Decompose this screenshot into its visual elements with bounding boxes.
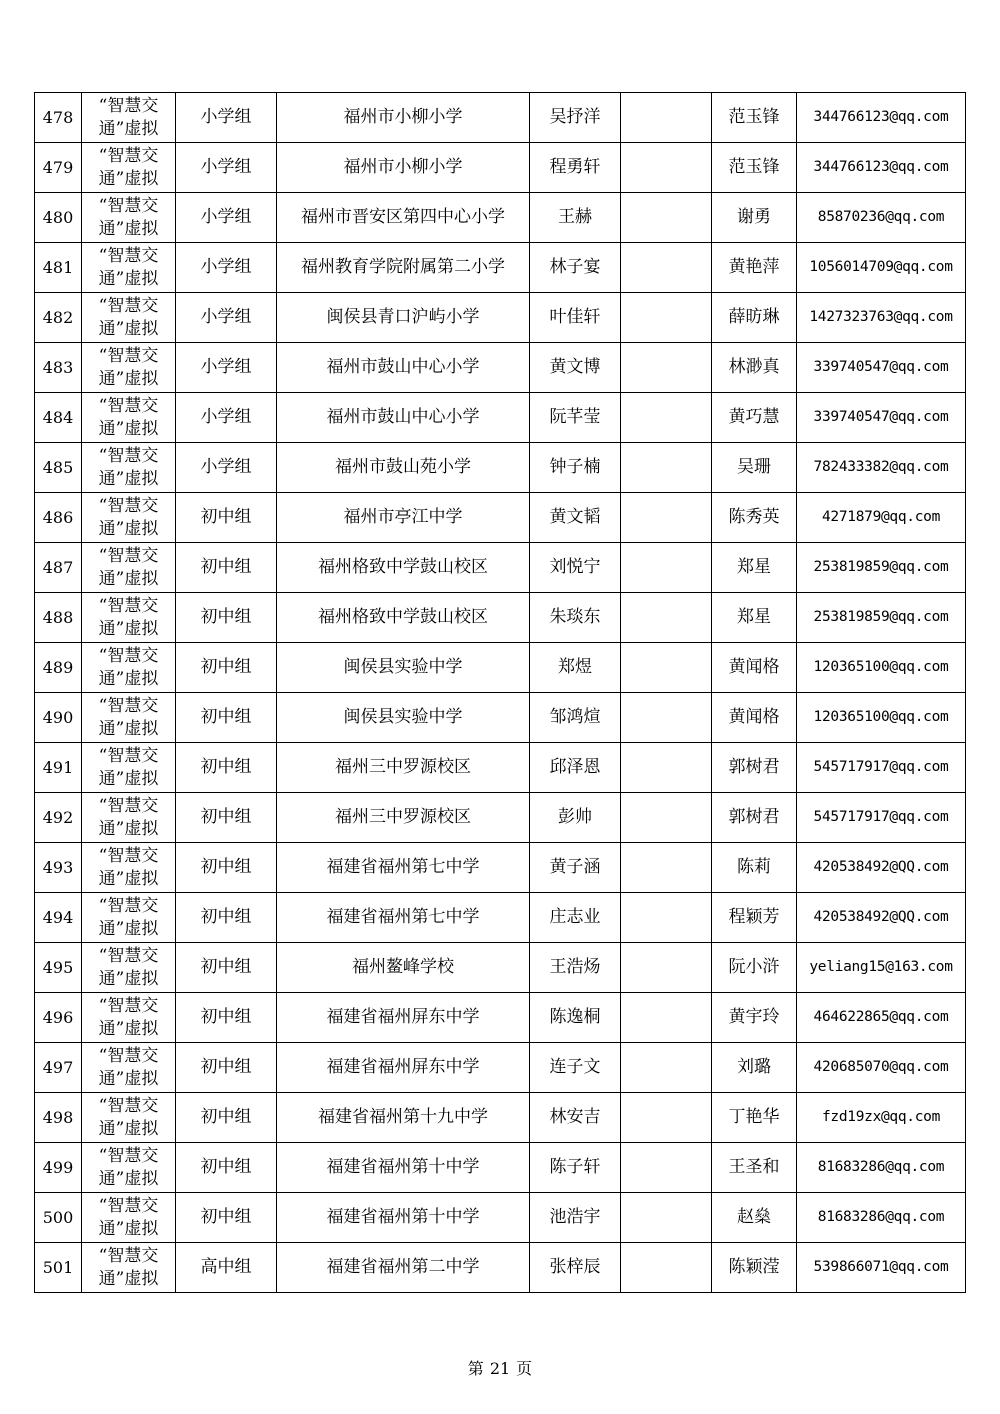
group-cell: 初中组 [176,793,277,843]
group-cell: 小学组 [176,243,277,293]
table-row [35,1093,966,1143]
teacher-cell: 黄艳萍 [712,243,797,293]
student-cell: 王赫 [530,193,621,243]
teacher-cell: 程颖芳 [712,893,797,943]
row-number-cell: 487 [35,543,82,593]
student-cell: 张梓辰 [530,1243,621,1293]
school-cell: 福州市晋安区第四中心小学 [277,193,530,243]
email-cell: 4271879@qq.com [797,493,966,543]
table-row [35,93,966,143]
email-cell: 253819859@qq.com [797,593,966,643]
table-row [35,543,966,593]
table-row [35,143,966,193]
blank-cell [621,393,712,443]
blank-cell [621,1043,712,1093]
event-cell: “智慧交通”虚拟 [82,193,176,243]
teacher-cell: 王圣和 [712,1143,797,1193]
event-cell: “智慧交通”虚拟 [82,693,176,743]
event-cell: “智慧交通”虚拟 [82,93,176,143]
teacher-cell: 薛昉琳 [712,293,797,343]
email-cell: yeliang15@163.com [797,943,966,993]
table-row [35,193,966,243]
event-cell: “智慧交通”虚拟 [82,443,176,493]
group-cell: 小学组 [176,193,277,243]
email-cell: 339740547@qq.com [797,343,966,393]
school-cell: 福建省福州第七中学 [277,843,530,893]
email-cell: 344766123@qq.com [797,143,966,193]
student-cell: 朱琰东 [530,593,621,643]
roster-table [34,92,966,1293]
event-cell: “智慧交通”虚拟 [82,843,176,893]
teacher-cell: 黄巧慧 [712,393,797,443]
table-row [35,1143,966,1193]
row-number-cell: 498 [35,1093,82,1143]
group-cell: 小学组 [176,443,277,493]
group-cell: 高中组 [176,1243,277,1293]
group-cell: 初中组 [176,693,277,743]
school-cell: 福州市鼓山苑小学 [277,443,530,493]
student-cell: 邹鸿煊 [530,693,621,743]
email-cell: 539866071@qq.com [797,1243,966,1293]
school-cell: 福建省福州第七中学 [277,893,530,943]
row-number-cell: 499 [35,1143,82,1193]
email-cell: 339740547@qq.com [797,393,966,443]
event-cell: “智慧交通”虚拟 [82,343,176,393]
student-cell: 林子宴 [530,243,621,293]
table-row [35,243,966,293]
row-number-cell: 500 [35,1193,82,1243]
blank-cell [621,943,712,993]
teacher-cell: 吴珊 [712,443,797,493]
school-cell: 福州市鼓山中心小学 [277,393,530,443]
table-row [35,743,966,793]
email-cell: 1427323763@qq.com [797,293,966,343]
group-cell: 初中组 [176,493,277,543]
event-cell: “智慧交通”虚拟 [82,743,176,793]
row-number-cell: 492 [35,793,82,843]
teacher-cell: 陈莉 [712,843,797,893]
group-cell: 初中组 [176,893,277,943]
blank-cell [621,1243,712,1293]
event-cell: “智慧交通”虚拟 [82,1193,176,1243]
table-row [35,943,966,993]
event-cell: “智慧交通”虚拟 [82,893,176,943]
school-cell: 福州教育学院附属第二小学 [277,243,530,293]
student-cell: 邱泽恩 [530,743,621,793]
school-cell: 福建省福州屏东中学 [277,993,530,1043]
blank-cell [621,93,712,143]
group-cell: 初中组 [176,743,277,793]
student-cell: 池浩宇 [530,1193,621,1243]
teacher-cell: 郑星 [712,593,797,643]
teacher-cell: 刘璐 [712,1043,797,1093]
student-cell: 程勇轩 [530,143,621,193]
teacher-cell: 范玉锋 [712,93,797,143]
student-cell: 彭帅 [530,793,621,843]
email-cell: 120365100@qq.com [797,693,966,743]
school-cell: 福建省福州第十中学 [277,1193,530,1243]
row-number-cell: 483 [35,343,82,393]
email-cell: 85870236@qq.com [797,193,966,243]
school-cell: 福州市小柳小学 [277,93,530,143]
event-cell: “智慧交通”虚拟 [82,493,176,543]
event-cell: “智慧交通”虚拟 [82,143,176,193]
blank-cell [621,493,712,543]
blank-cell [621,143,712,193]
school-cell: 闽侯县实验中学 [277,693,530,743]
row-number-cell: 497 [35,1043,82,1093]
email-cell: 420538492@QQ.com [797,843,966,893]
group-cell: 初中组 [176,543,277,593]
student-cell: 陈逸桐 [530,993,621,1043]
row-number-cell: 479 [35,143,82,193]
school-cell: 福州市亭江中学 [277,493,530,543]
table-row [35,1043,966,1093]
teacher-cell: 黄闻格 [712,643,797,693]
table-row [35,493,966,543]
school-cell: 福建省福州第十中学 [277,1143,530,1193]
student-cell: 林安吉 [530,1093,621,1143]
email-cell: 81683286@qq.com [797,1143,966,1193]
school-cell: 福建省福州第二中学 [277,1243,530,1293]
student-cell: 叶佳轩 [530,293,621,343]
email-cell: 81683286@qq.com [797,1193,966,1243]
row-number-cell: 489 [35,643,82,693]
student-cell: 连子文 [530,1043,621,1093]
blank-cell [621,243,712,293]
blank-cell [621,643,712,693]
row-number-cell: 478 [35,93,82,143]
student-cell: 黄子涵 [530,843,621,893]
blank-cell [621,543,712,593]
blank-cell [621,993,712,1043]
school-cell: 福州市小柳小学 [277,143,530,193]
group-cell: 小学组 [176,393,277,443]
teacher-cell: 谢勇 [712,193,797,243]
row-number-cell: 491 [35,743,82,793]
blank-cell [621,743,712,793]
teacher-cell: 范玉锋 [712,143,797,193]
teacher-cell: 郭树君 [712,793,797,843]
event-cell: “智慧交通”虚拟 [82,643,176,693]
page-number: 21 [489,1359,511,1378]
table-row [35,893,966,943]
student-cell: 黄文博 [530,343,621,393]
table-row [35,443,966,493]
table-row [35,593,966,643]
blank-cell [621,893,712,943]
teacher-cell: 丁艳华 [712,1093,797,1143]
group-cell: 初中组 [176,943,277,993]
school-cell: 福建省福州屏东中学 [277,1043,530,1093]
blank-cell [621,343,712,393]
event-cell: “智慧交通”虚拟 [82,293,176,343]
row-number-cell: 501 [35,1243,82,1293]
row-number-cell: 494 [35,893,82,943]
email-cell: 1056014709@qq.com [797,243,966,293]
group-cell: 小学组 [176,293,277,343]
student-cell: 阮芊莹 [530,393,621,443]
school-cell: 福州市鼓山中心小学 [277,343,530,393]
group-cell: 小学组 [176,93,277,143]
student-cell: 王浩炀 [530,943,621,993]
row-number-cell: 482 [35,293,82,343]
teacher-cell: 赵燊 [712,1193,797,1243]
event-cell: “智慧交通”虚拟 [82,793,176,843]
event-cell: “智慧交通”虚拟 [82,593,176,643]
group-cell: 初中组 [176,643,277,693]
group-cell: 初中组 [176,993,277,1043]
table-row [35,643,966,693]
group-cell: 小学组 [176,143,277,193]
teacher-cell: 陈颖滢 [712,1243,797,1293]
row-number-cell: 490 [35,693,82,743]
row-number-cell: 488 [35,593,82,643]
email-cell: 782433382@qq.com [797,443,966,493]
student-cell: 刘悦宁 [530,543,621,593]
teacher-cell: 阮小浒 [712,943,797,993]
school-cell: 闽侯县实验中学 [277,643,530,693]
school-cell: 福州三中罗源校区 [277,793,530,843]
teacher-cell: 黄宇玲 [712,993,797,1043]
group-cell: 初中组 [176,843,277,893]
table-row [35,343,966,393]
school-cell: 福州鳌峰学校 [277,943,530,993]
row-number-cell: 481 [35,243,82,293]
row-number-cell: 484 [35,393,82,443]
teacher-cell: 郭树君 [712,743,797,793]
email-cell: 464622865@qq.com [797,993,966,1043]
blank-cell [621,293,712,343]
student-cell: 陈子轩 [530,1143,621,1193]
table-row [35,293,966,343]
group-cell: 初中组 [176,1093,277,1143]
school-cell: 福建省福州第十九中学 [277,1093,530,1143]
blank-cell [621,193,712,243]
blank-cell [621,1093,712,1143]
blank-cell [621,843,712,893]
event-cell: “智慧交通”虚拟 [82,1143,176,1193]
event-cell: “智慧交通”虚拟 [82,393,176,443]
row-number-cell: 495 [35,943,82,993]
table-row [35,393,966,443]
row-number-cell: 480 [35,193,82,243]
group-cell: 初中组 [176,1143,277,1193]
school-cell: 福州格致中学鼓山校区 [277,593,530,643]
blank-cell [621,443,712,493]
school-cell: 福州格致中学鼓山校区 [277,543,530,593]
event-cell: “智慧交通”虚拟 [82,243,176,293]
event-cell: “智慧交通”虚拟 [82,943,176,993]
row-number-cell: 493 [35,843,82,893]
table-row [35,793,966,843]
group-cell: 初中组 [176,1193,277,1243]
event-cell: “智慧交通”虚拟 [82,1043,176,1093]
teacher-cell: 陈秀英 [712,493,797,543]
blank-cell [621,593,712,643]
email-cell: 344766123@qq.com [797,93,966,143]
group-cell: 小学组 [176,343,277,393]
event-cell: “智慧交通”虚拟 [82,543,176,593]
table-row [35,693,966,743]
row-number-cell: 496 [35,993,82,1043]
blank-cell [621,1193,712,1243]
school-cell: 福州三中罗源校区 [277,743,530,793]
roster-body [35,93,966,1293]
email-cell: 120365100@qq.com [797,643,966,693]
email-cell: 420685070@qq.com [797,1043,966,1093]
table-row [35,1193,966,1243]
school-cell: 闽侯县青口沪屿小学 [277,293,530,343]
blank-cell [621,693,712,743]
email-cell: 420538492@QQ.com [797,893,966,943]
email-cell: fzd19zx@qq.com [797,1093,966,1143]
teacher-cell: 郑星 [712,543,797,593]
row-number-cell: 486 [35,493,82,543]
group-cell: 初中组 [176,593,277,643]
teacher-cell: 黄闻格 [712,693,797,743]
email-cell: 545717917@qq.com [797,793,966,843]
event-cell: “智慧交通”虚拟 [82,1093,176,1143]
footer-suffix: 页 [516,1359,533,1378]
student-cell: 郑煜 [530,643,621,693]
blank-cell [621,793,712,843]
blank-cell [621,1143,712,1193]
student-cell: 钟子楠 [530,443,621,493]
group-cell: 初中组 [176,1043,277,1093]
footer-prefix: 第 [467,1359,484,1378]
student-cell: 黄文韬 [530,493,621,543]
teacher-cell: 林渺真 [712,343,797,393]
page-footer [0,1356,1000,1379]
table-row [35,993,966,1043]
row-number-cell: 485 [35,443,82,493]
email-cell: 253819859@qq.com [797,543,966,593]
student-cell: 吴抒洋 [530,93,621,143]
event-cell: “智慧交通”虚拟 [82,1243,176,1293]
event-cell: “智慧交通”虚拟 [82,993,176,1043]
table-row [35,843,966,893]
student-cell: 庄志业 [530,893,621,943]
table-row [35,1243,966,1293]
email-cell: 545717917@qq.com [797,743,966,793]
